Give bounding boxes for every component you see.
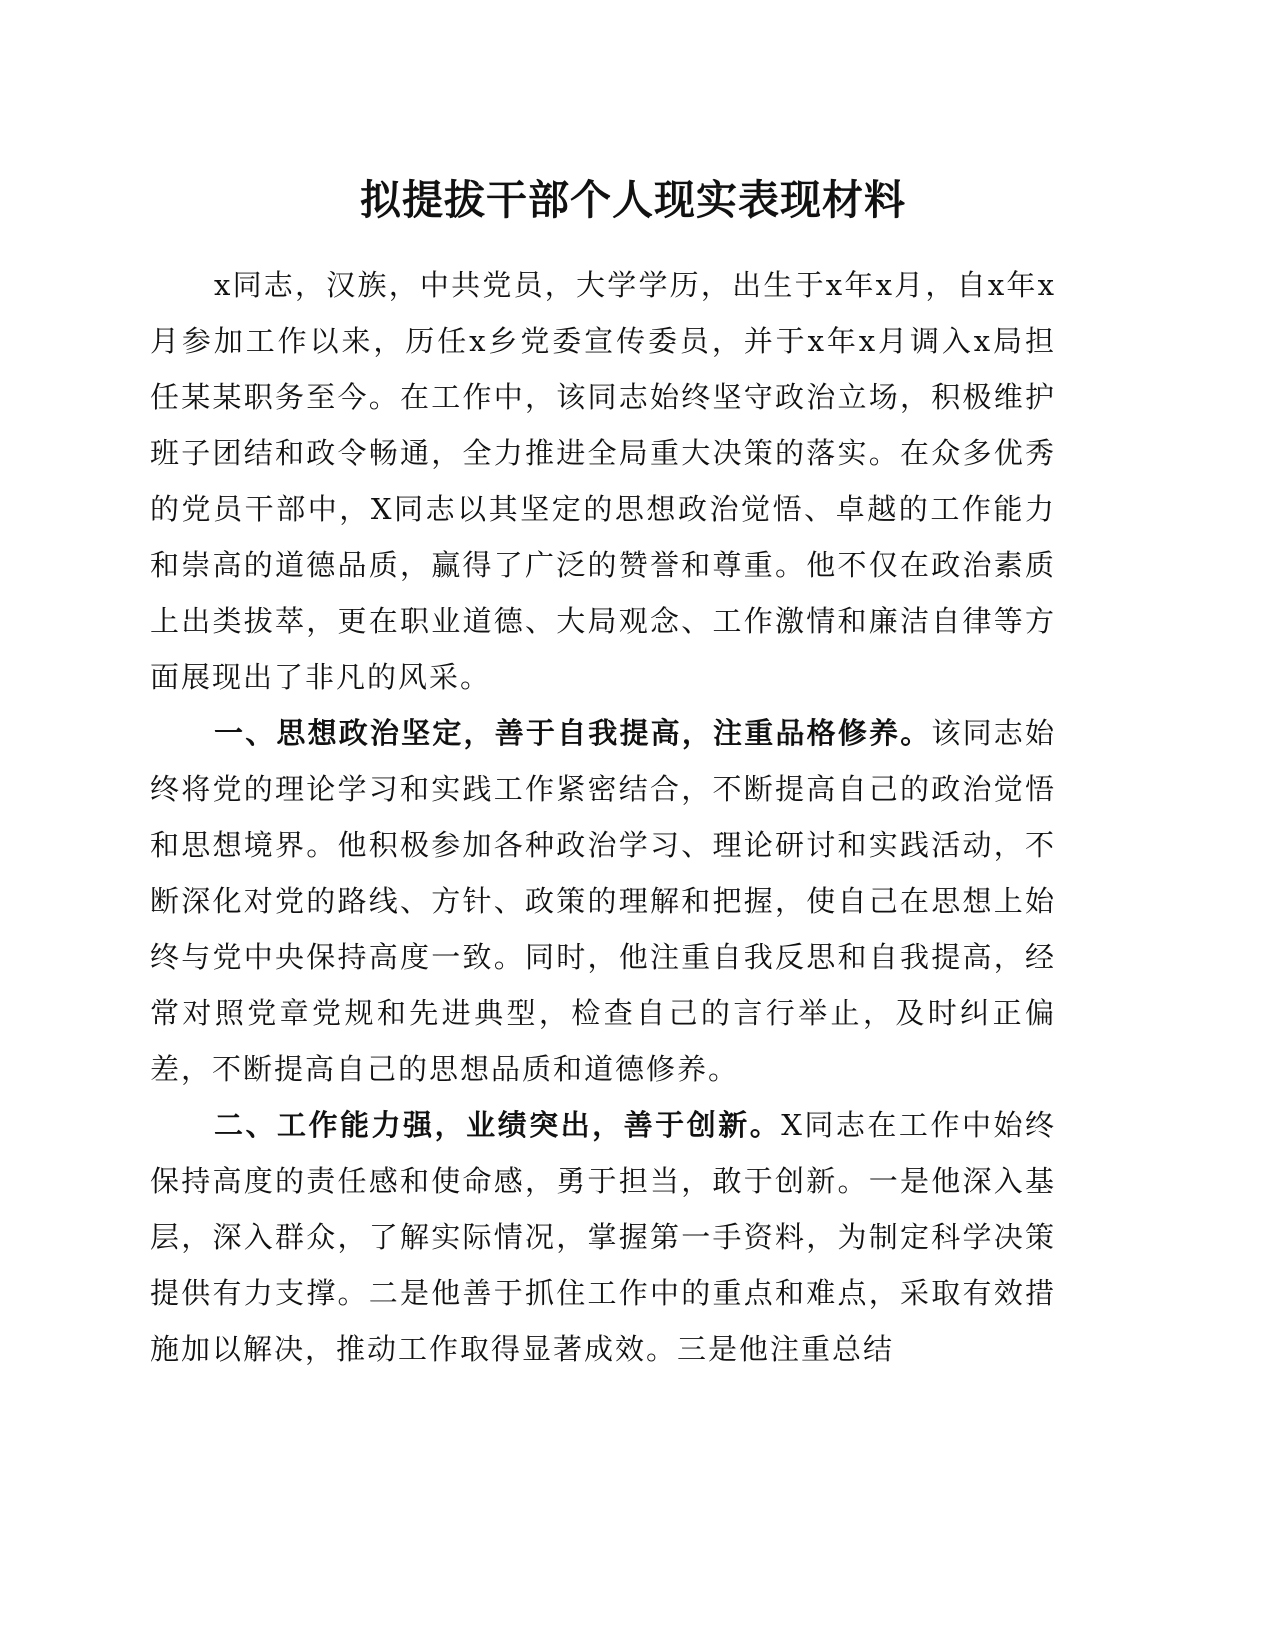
section-2-text: X同志在工作中始终保持高度的责任感和使命感，勇于担当，敢于创新。一是他深入基层，深入群众，了解实际情况，掌握第一手资料，为制定科学决策提供有力支撑。二是他善于抓住工作中的重点和难点，采取有效措施加以解决，推动工作取得显著成效。三是他注重总结 bbox=[150, 1108, 1056, 1366]
section-2-heading: 二、工作能力强，业绩突出，善于创新。 bbox=[214, 1108, 782, 1142]
document-body bbox=[150, 257, 1056, 1377]
paragraph-section-2 bbox=[150, 1097, 1056, 1377]
paragraph-intro bbox=[150, 257, 1056, 705]
paragraph-section-1 bbox=[150, 705, 1056, 1097]
paragraph-intro-text: x同志，汉族，中共党员，大学学历，出生于x年x月，自x年x月参加工作以来，历任x乡党委宣传委员，并于x年x月调入x局担任某某职务至今。在工作中，该同志始终坚守政治立场，积极维护班子团结和政令畅通，全力推进全局重大决策的落实。在众多优秀的党员干部中，X同志以其坚定的思想政治觉悟、卓越的工作能力和崇高的道德品质，赢得了广泛的赞誉和尊重。他不仅在政治素质上出类拔萃，更在职业道德、大局观念、工作激情和廉洁自律等方面展现出了非凡的风采。 bbox=[150, 268, 1056, 694]
section-1-heading: 一、思想政治坚定，善于自我提高，注重品格修养。 bbox=[214, 716, 932, 750]
section-1-text: 该同志始终将党的理论学习和实践工作紧密结合，不断提高自己的政治觉悟和思想境界。他积极参加各种政治学习、理论研讨和实践活动，不断深化对党的路线、方针、政策的理解和把握，使自己在思想上始终与党中央保持高度一致。同时，他注重自我反思和自我提高，经常对照党章党规和先进典型，检查自己的言行举止，及时纠正偏差，不断提高自己的思想品质和道德修养。 bbox=[150, 716, 1056, 1086]
document-title: 拟提拔干部个人现实表现材料 bbox=[360, 176, 906, 224]
